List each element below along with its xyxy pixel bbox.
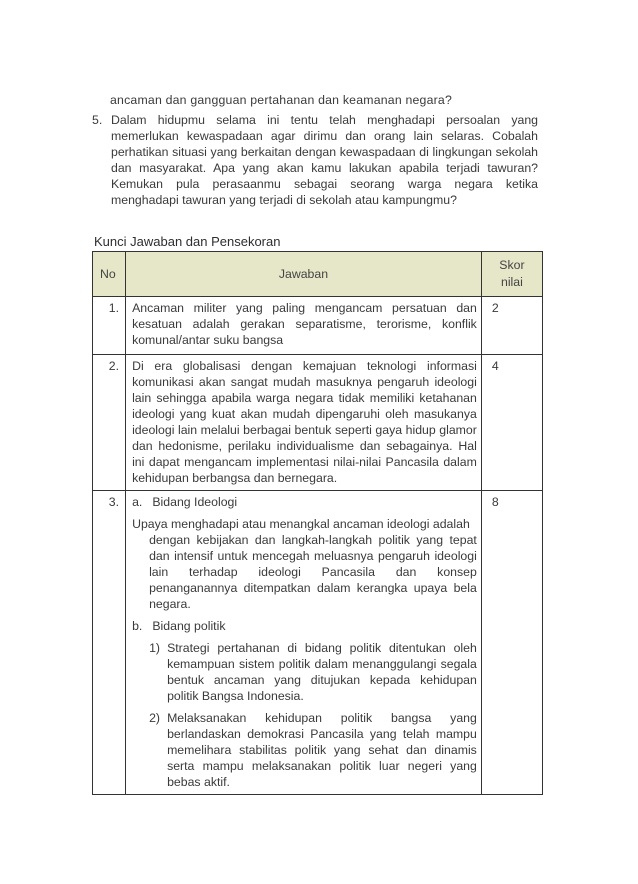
row-number: 2. <box>93 355 126 491</box>
question4-continuation: ancaman dan gangguan pertahanan dan keamanan negara? <box>110 93 453 107</box>
header-skor <box>481 252 542 297</box>
list-item-number: 1) <box>149 641 160 655</box>
section-title: Kunci Jawaban dan Pensekoran <box>94 234 281 249</box>
table-row <box>93 297 543 355</box>
subsection-a-text: Upaya menghadapi atau menangkal ancaman ideologi adalah <box>132 517 470 531</box>
list-item-number: 2) <box>149 711 160 725</box>
row-number: 1. <box>93 297 126 355</box>
header-skor-line1: Skor <box>499 258 525 272</box>
question-5 <box>92 112 538 208</box>
subsection-a-title: Bidang Ideologi <box>152 495 238 509</box>
subsection-a-heading <box>132 494 477 510</box>
question-text: Dalam hidupmu selama ini tentu telah menghadapi persoalan yang memerlukan kewaspadaan agar dirimu dan orang lain selaras. Cobalah perhatikan situasi yang berkaitan dengan kewaspadaan di lingkungan sekolah dan masyarakat. Apa yang akan kamu lakukan apabila terjadi tawuran? Kemukan pula perasaanmu sebagai seorang warga negara ketika menghadapi tawuran yang terjadi di sekolah atau kampungmu? <box>111 113 538 207</box>
list-item-text: Melaksanakan kehidupan politik bangsa yang berlandaskan demokrasi Pancasila yang telah mampu memelihara stabilitas politik yang sehat dan dinamis serta mampu melaksanakan politik luar negeri yang bebas aktif. <box>167 711 477 789</box>
row-score: 4 <box>481 355 542 491</box>
table-header-row <box>93 252 543 297</box>
list-item-text: Strategi pertahanan di bidang politik ditentukan oleh kemampuan sistem politik dalam menanggulangi segala bentuk ancaman yang ditujukan kepada kehidupan politik Bangsa Indonesia. <box>167 641 477 703</box>
question-number: 5. <box>92 113 103 127</box>
list-item <box>132 640 477 704</box>
header-no: No <box>93 252 126 297</box>
header-skor-line2: nilai <box>500 275 523 289</box>
row-answer <box>126 491 482 795</box>
subsection-a-text-cont: dengan kebijakan dan langkah-langkah politik yang tepat dan intensif untuk mencegah meluasnya pengaruh ideologi lain terhadap ideologi Pancasila dan konsep penanganannya ditempatkan dalam kerangka upaya bela negara. <box>149 533 477 611</box>
row-number: 3. <box>93 491 126 795</box>
table-row <box>93 491 543 795</box>
subsection-a-label: a. <box>132 495 143 509</box>
answer-key-table <box>92 251 543 795</box>
answer-text: Di era globalisasi dengan kemajuan teknologi informasi komunikasi akan sangat mudah masuknya pengaruh ideologi lain sehingga apabila warga negara tidak memiliki ketahanan ideologi yang kuat akan mudah dipengaruhi oleh masukanya ideologi lain melalui berbagai bentuk seperti gaya hidup glamor dan hedonisme, perilaku individualisme dan sebagainya. Hal ini dapat mengancam implementasi nilai-nilai Pancasila dalam kehidupan berbangsa dan bernegara. <box>132 359 477 485</box>
header-jawaban: Jawaban <box>126 252 482 297</box>
list-item <box>132 710 477 790</box>
row-answer <box>126 297 482 355</box>
row-score: 2 <box>481 297 542 355</box>
row-answer <box>126 355 482 491</box>
row-score: 8 <box>481 491 542 795</box>
subsection-b-title: Bidang politik <box>152 619 226 633</box>
subsection-b-label: b. <box>132 619 143 633</box>
subsection-b-heading <box>132 618 477 634</box>
answer-text: Ancaman militer yang paling mengancam persatuan dan kesatuan adalah gerakan separatisme, terorisme, konflik komunal/antar suku bangsa <box>132 301 477 347</box>
table-row <box>93 355 543 491</box>
